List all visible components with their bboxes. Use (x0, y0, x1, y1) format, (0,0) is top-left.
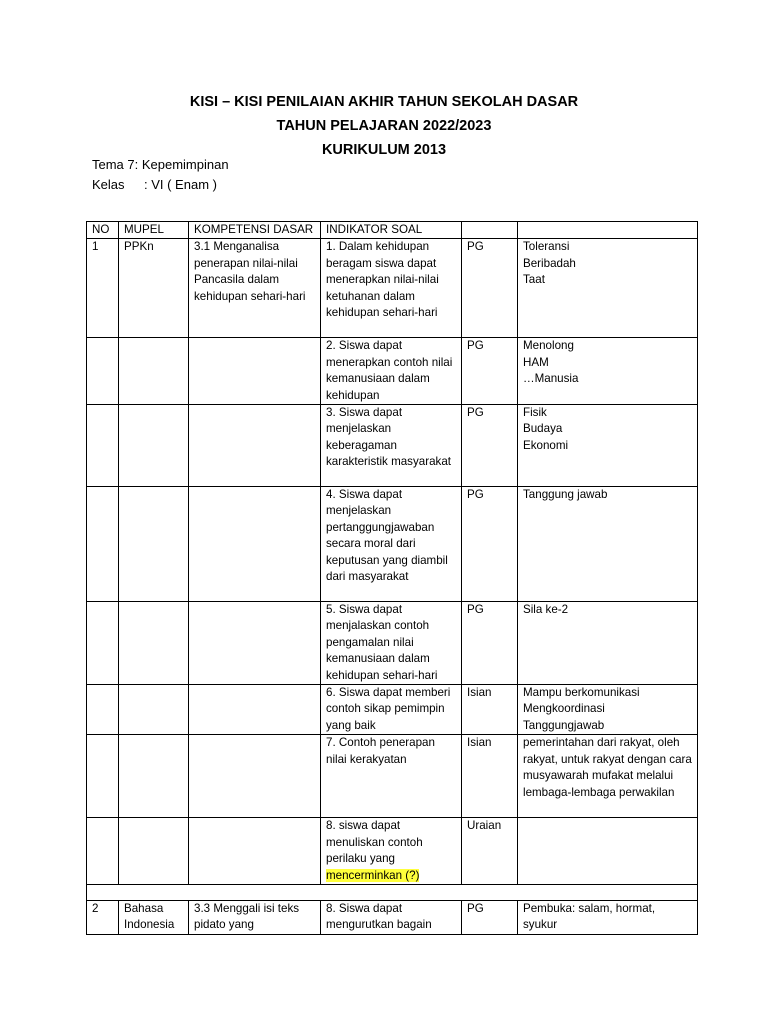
jawaban-item: Mampu berkomunikasi (523, 686, 640, 700)
cell-indikator: 7. Contoh penerapan nilai kerakyatan (321, 735, 462, 818)
table-row (87, 818, 698, 885)
cell-no (87, 602, 119, 685)
header-indikator-soal: INDIKATOR SOAL (321, 222, 462, 239)
document-meta (92, 155, 229, 195)
indikator-text: 8. siswa dapat menuliskan contoh perilaku yang (326, 819, 423, 866)
table-row (87, 239, 698, 338)
cell-kompetensi-dasar (189, 487, 321, 602)
cell-mupel: PPKn (119, 239, 189, 338)
cell-mupel: Bahasa Indonesia (119, 900, 189, 934)
cell-no (87, 487, 119, 602)
cell-kompetensi-dasar (189, 405, 321, 487)
cell-no (87, 818, 119, 885)
cell-mupel (119, 487, 189, 602)
cell-jawaban (518, 685, 698, 735)
cell-bentuk: PG (462, 602, 518, 685)
header-jawaban (518, 222, 698, 239)
jawaban-item: …Manusia (523, 372, 579, 386)
jawaban-item: Budaya (523, 422, 563, 436)
cell-indikator: 1. Dalam kehidupan beragam siswa dapat menerapkan nilai-nilai ketuhanan dalam kehidupan sehari-hari (321, 239, 462, 338)
header-mupel: MUPEL (119, 222, 189, 239)
table-row (87, 900, 698, 934)
table-row (87, 405, 698, 487)
cell-mupel (119, 685, 189, 735)
cell-kompetensi-dasar (189, 338, 321, 405)
cell-kompetensi-dasar (189, 602, 321, 685)
cell-jawaban (518, 405, 698, 487)
cell-bentuk: PG (462, 487, 518, 602)
cell-mupel (119, 405, 189, 487)
table-row (87, 602, 698, 685)
header-no: NO (87, 222, 119, 239)
cell-mupel (119, 338, 189, 405)
cell-mupel (119, 735, 189, 818)
kelas-label: Kelas (92, 177, 125, 192)
jawaban-item: Toleransi (523, 240, 570, 254)
cell-indikator: 4. Siswa dapat menjelaskan pertanggungjawaban secara moral dari keputusan yang diambil dari masyarakat (321, 487, 462, 602)
cell-kompetensi-dasar (189, 685, 321, 735)
document-title (0, 90, 768, 162)
cell-kompetensi-dasar (189, 735, 321, 818)
table-row (87, 685, 698, 735)
title-line-3: KURIKULUM 2013 (321, 142, 447, 158)
cell-kompetensi-dasar (189, 818, 321, 885)
cell-no: 1 (87, 239, 119, 338)
cell-mupel (119, 602, 189, 685)
jawaban-item: Beribadah (523, 256, 576, 270)
jawaban-item: Taat (523, 273, 545, 287)
table-row (87, 735, 698, 818)
cell-bentuk: PG (462, 338, 518, 405)
cell-kompetensi-dasar: 3.1 Menganalisa penerapan nilai-nilai Pancasila dalam kehidupan sehari-hari (189, 239, 321, 338)
jawaban-item: Menolong (523, 339, 574, 353)
table-header-row (87, 222, 698, 239)
jawaban-item: Tanggungjawab (523, 718, 605, 732)
jawaban-item: Sila ke-2 (523, 603, 569, 617)
cell-jawaban (518, 602, 698, 685)
table-row (87, 487, 698, 602)
cell-jawaban (518, 239, 698, 338)
jawaban-item: Mengkoordinasi (523, 702, 605, 716)
title-line-2: TAHUN PELAJARAN 2022/2023 (276, 118, 492, 134)
cell-bentuk: PG (462, 239, 518, 338)
cell-jawaban: Pembuka: salam, hormat, syukur (518, 900, 698, 934)
cell-indikator: 5. Siswa dapat menjalaskan contoh pengamalan nilai kemanusiaan dalam kehidupan sehari-hari (321, 602, 462, 685)
jawaban-item: Ekonomi (523, 438, 569, 452)
cell-bentuk: PG (462, 405, 518, 487)
separator-row (87, 884, 698, 900)
table-row (87, 338, 698, 405)
cell-jawaban (518, 818, 698, 885)
cell-jawaban: pemerintahan dari rakyat, oleh rakyat, untuk rakyat dengan cara musyawarah mufakat melalui lembaga-lembaga perwakilan (518, 735, 698, 818)
cell-bentuk: Uraian (462, 818, 518, 885)
tema-line: Tema 7: Kepemimpinan (92, 157, 229, 172)
header-kompetensi-dasar: KOMPETENSI DASAR (189, 222, 321, 239)
cell-no: 2 (87, 900, 119, 934)
cell-indikator: 3. Siswa dapat menjelaskan keberagaman karakteristik masyarakat (321, 405, 462, 487)
cell-indikator: 2. Siswa dapat menerapkan contoh nilai kemanusiaan dalam kehidupan (321, 338, 462, 405)
kisi-table (86, 221, 698, 935)
kelas-value: : VI ( Enam ) (144, 177, 217, 192)
jawaban-item: HAM (523, 355, 549, 369)
cell-jawaban (518, 487, 698, 602)
cell-no (87, 735, 119, 818)
cell-bentuk: Isian (462, 735, 518, 818)
cell-jawaban (518, 338, 698, 405)
cell-bentuk: Isian (462, 685, 518, 735)
separator-cell (87, 884, 698, 900)
cell-no (87, 685, 119, 735)
highlighted-text: mencerminkan (?) (326, 868, 420, 882)
jawaban-item: Tanggung jawab (523, 488, 608, 502)
kelas-line (92, 175, 229, 195)
cell-mupel (119, 818, 189, 885)
cell-bentuk: PG (462, 900, 518, 934)
cell-indikator (321, 818, 462, 885)
jawaban-item: Fisik (523, 406, 547, 420)
cell-no (87, 405, 119, 487)
cell-no (87, 338, 119, 405)
header-bentuk (462, 222, 518, 239)
cell-kompetensi-dasar: 3.3 Menggali isi teks pidato yang (189, 900, 321, 934)
title-line-1: KISI – KISI PENILAIAN AKHIR TAHUN SEKOLAH DASAR (189, 94, 579, 110)
cell-indikator: 8. Siswa dapat mengurutkan bagain (321, 900, 462, 934)
cell-indikator: 6. Siswa dapat memberi contoh sikap pemimpin yang baik (321, 685, 462, 735)
